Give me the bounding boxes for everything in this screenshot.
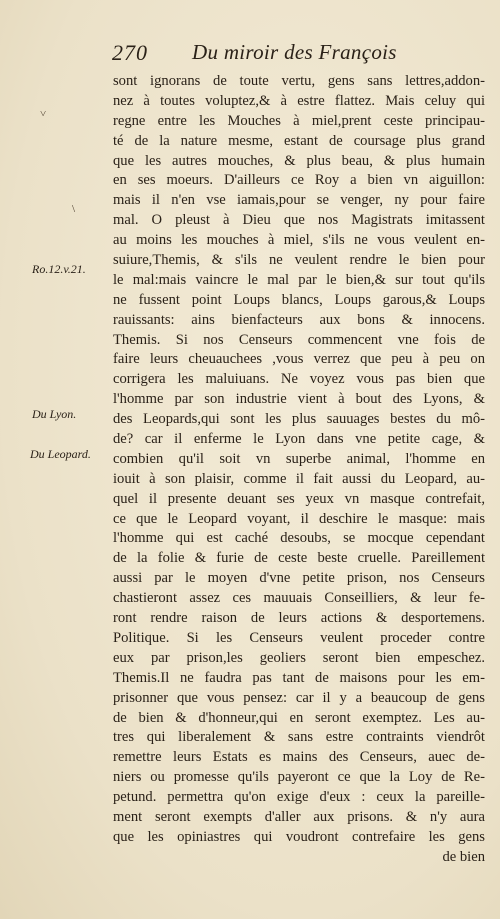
text-line: des Leopards,qui sont les plus sauuages bestes du mô- <box>113 411 485 428</box>
text-line: petund. permettra qu'on exige d'eux : ceux la pareille- <box>113 789 485 806</box>
text-line: que les opiniastres qui voudront contrefaire les gens <box>113 828 485 845</box>
text-line: de bien & d'honneur,qui en seront exemptez. Les au- <box>113 709 485 726</box>
text-line: de? car il enferme le Lyon dans vne petite cage, & <box>113 431 485 448</box>
margin-note-leopard: Du Leopard. <box>30 447 91 461</box>
text-line: Themis. Si nos Censeurs commencent vne fois de <box>113 331 485 348</box>
text-line: ce que le Leopard voyant, il deschire le masque: mais <box>113 510 485 527</box>
text-line: tres qui liberalement & sans estre contraints viendrôt <box>113 729 485 746</box>
text-line: corrigera les maluiuans. Ne voyez vous pas bien que <box>113 371 485 388</box>
text-line: suiure,Themis, & s'ils ne veulent rendre le bien pour <box>113 252 485 269</box>
text-line: regne entre les Mouches à miel,prent ceste principau- <box>113 112 485 129</box>
text-line: niers ou promesse qu'ils payeront ce que la Loy de Re- <box>113 769 485 786</box>
text-line: mal. O pleust à Dieu que nos Magistrats imitassent <box>113 212 485 229</box>
text-line: de la folie & furie de ceste beste cruelle. Pareillement <box>113 550 485 567</box>
text-line: nez à toutes voluptez,& à estre flattez. Mais celuy qui <box>113 92 485 109</box>
text-line: l'homme par son industrie vient à bout des Lyons, & <box>113 391 485 408</box>
text-line: ront rendre raison de leurs actions & desportemens. <box>113 610 485 627</box>
text-line: le mal:mais vaincre le mal par le bien,& sur tout qu'ils <box>113 271 485 288</box>
text-line: té de la nature mesme, estant de coursage plus grand <box>113 132 485 149</box>
running-title: Du miroir des François <box>192 40 397 64</box>
text-line: au moins les mouches à miel, s'ils ne vous veulent en- <box>113 232 485 249</box>
text-line: en ses moeurs. D'ailleurs ce Roy a bien vn aiguillon: <box>113 172 485 189</box>
text-line: combien qu'il soit vn superbe animal, l'homme en <box>113 450 485 467</box>
text-line: sont ignorans de toute vertu, gens sans lettres,addon- <box>113 73 485 89</box>
text-line: faire leurs cheuauchees ,vous verrez que peu à peu on <box>113 351 485 368</box>
margin-mark: ˅ <box>40 108 47 120</box>
body-text <box>113 72 485 868</box>
text-line: rauissants: ains bienfacteurs aux bons & innocens. <box>113 311 485 328</box>
text-line: remettre leurs Estats es mains des Censeurs, auec de- <box>113 749 485 766</box>
text-line: Politique. Si les Censeurs veulent proceder contre <box>113 629 485 646</box>
margin-note-ro: Ro.12.v.21. <box>32 262 86 276</box>
text-line: ne fussent point Loups blancs, Loups garous,& Loups <box>113 291 485 308</box>
margin-mark: \ <box>72 203 76 215</box>
text-line: de bien <box>442 848 485 865</box>
text-line: Themis.Il ne faudra pas tant de maisons pour les em- <box>113 669 485 686</box>
page-number: 270 <box>112 40 148 65</box>
text-line: quel il presente deuant ses yeux vn masque contrefait, <box>113 490 485 507</box>
text-line: eux par prison,les geoliers seront bien empeschez. <box>113 649 485 666</box>
text-line: que les autres mouches, & plus beau, & plus humain <box>113 152 485 169</box>
margin-note-lyon: Du Lyon. <box>32 407 77 421</box>
text-line: chastieront assez ces mauuais Conseilliers, & leur fe- <box>113 590 485 607</box>
text-line: aussi par le moyen d'vne petite prison, nos Censeurs <box>113 570 485 587</box>
text-line: l'homme qui est caché desoubs, se mocque cependant <box>113 530 485 547</box>
text-line: iouit à son plaisir, comme il fait aussi du Leopard, au- <box>113 470 485 487</box>
page-header <box>112 40 484 66</box>
text-line: mais il n'en vse iamais,pour se venger, ny pour faire <box>113 192 485 209</box>
text-line: ment seront exempts d'aller aux prisons. & n'y aura <box>113 808 485 825</box>
text-line: prisonner que vous pensez: car il y a beaucoup de gens <box>113 689 485 706</box>
